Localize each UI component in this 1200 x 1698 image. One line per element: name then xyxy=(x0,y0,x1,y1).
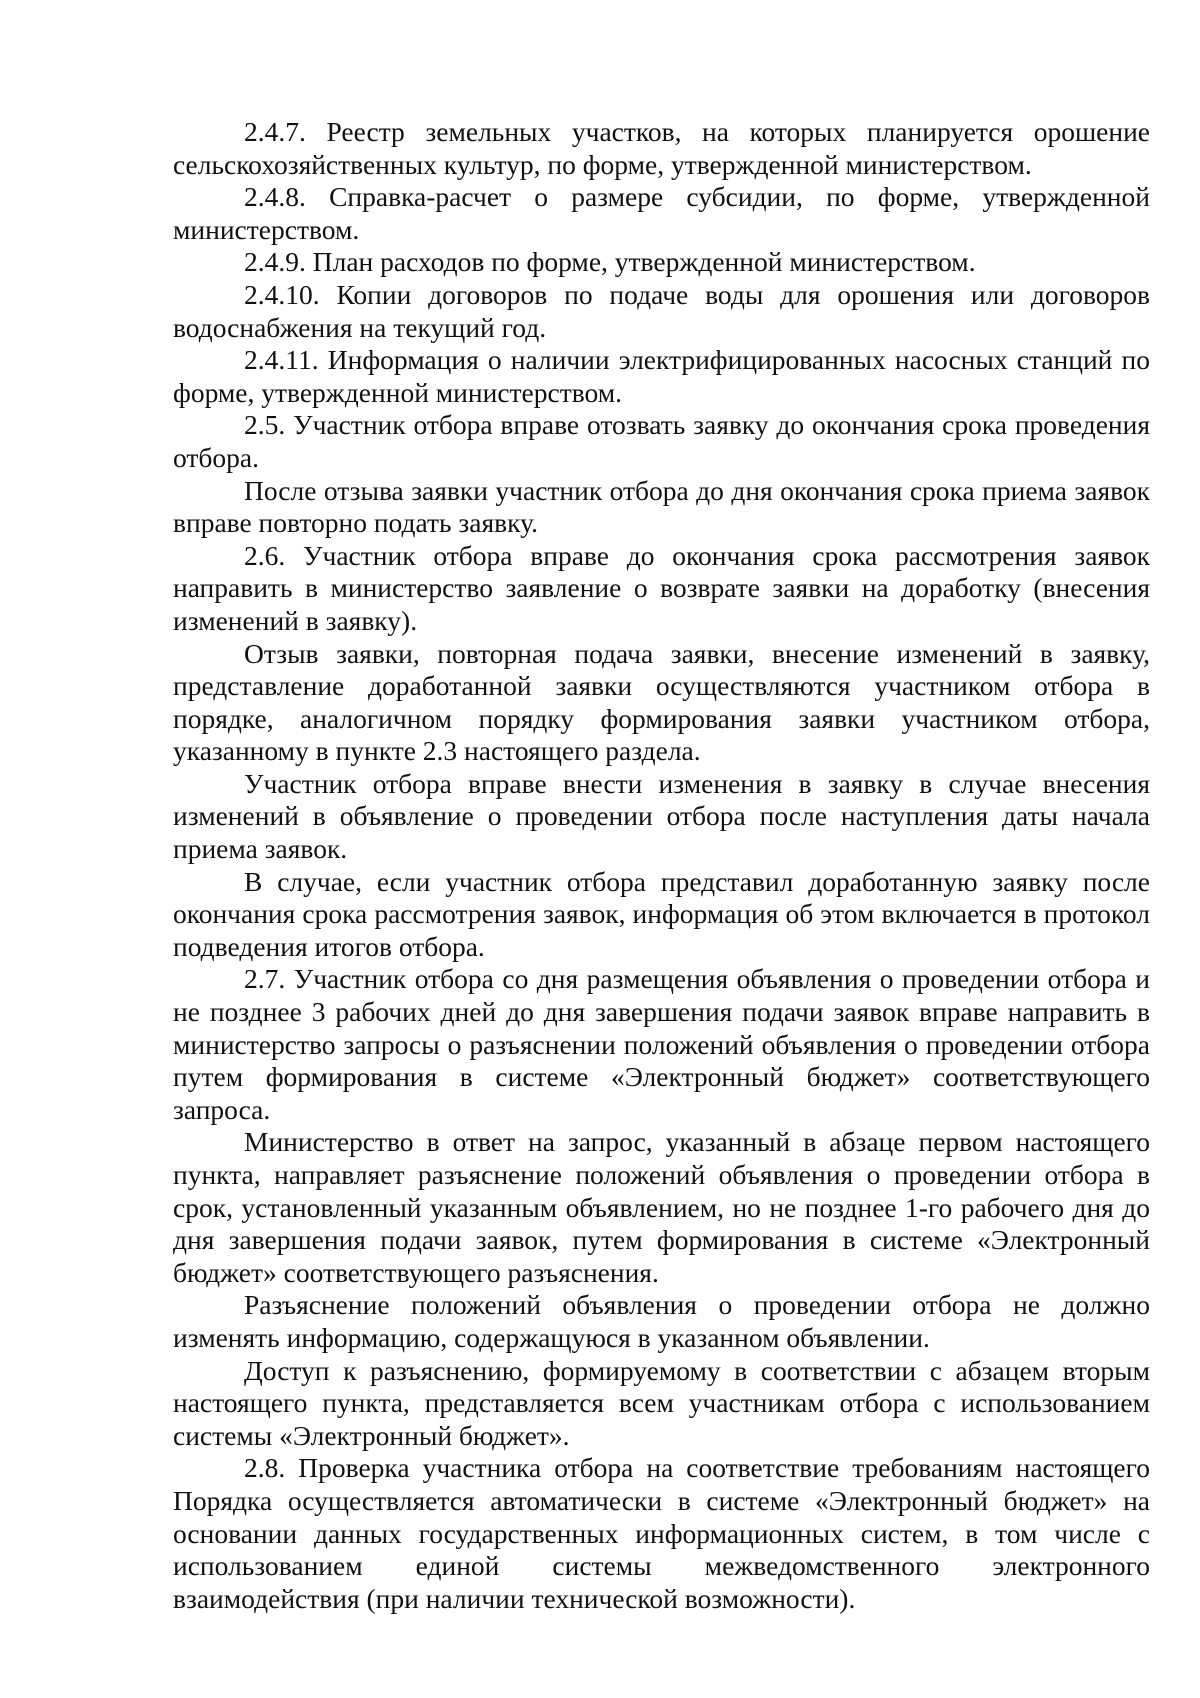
paragraph-2-4-11: 2.4.11. Информация о наличии электрифицированных насосных станций по форме, утвержденной министерством. xyxy=(173,344,1150,408)
paragraph-2-8: 2.8. Проверка участника отбора на соответствие требованиям настоящего Порядка осуществляется автоматически в системе «Электронный бюджет» на основании данных государственных информационных систем, в том числе с использованием единой системы межведомственного электронного взаимодействия (при наличии технической возможности). xyxy=(173,1452,1150,1614)
paragraph-2-4-9: 2.4.9. План расходов по форме, утвержденной министерством. xyxy=(244,246,976,278)
paragraph-2-5-withdrawal: После отзыва заявки участник отбора до дня окончания срока приема заявок вправе повторно подать заявку. xyxy=(173,474,1150,539)
paragraph-2-4-8: 2.4.8. Справка-расчет о размере субсидии, по форме, утвержденной министерством. xyxy=(173,181,1150,245)
paragraph-2-4-10: 2.4.10. Копии договоров по подаче воды для орошения или договоров водоснабжения на текущий год. xyxy=(173,278,1150,343)
paragraph-2-4-7: 2.4.7. Реестр земельных участков, на которых планируется орошение сельскохозяйственных культур, по форме, утвержденной министерством. xyxy=(173,116,1150,180)
paragraph-2-7-clarification: Разъяснение положений объявления о проведении отбора не должно изменять информацию, содержащуюся в указанном объявлении. xyxy=(173,1289,1150,1353)
paragraph-2-7: 2.7. Участник отбора со дня размещения объявления о проведении отбора и не позднее 3 рабочих дней до дня завершения подачи заявок вправе направить в министерство запросы о разъяснении положений объявления о проведении отбора путем формирования в системе «Электронный бюджет» соответствующего запроса. xyxy=(173,963,1150,1125)
paragraph-2-6-procedure: Отзыв заявки, повторная подача заявки, внесение изменений в заявку, представление доработанной заявки осуществляются участником отбора в порядке, аналогичном порядку формирования заявки участником отбора, указанному в пункте 2.3 настоящего раздела. xyxy=(173,637,1150,767)
paragraph-2-5: 2.5. Участник отбора вправе отозвать заявку до окончания срока проведения отбора. xyxy=(173,409,1150,473)
paragraph-2-7-access: Доступ к разъяснению, формируемому в соответствии с абзацем вторым настоящего пункта, представляется всем участникам отбора с использованием системы «Электронный бюджет». xyxy=(173,1354,1150,1451)
document-page xyxy=(173,116,1150,1615)
paragraph-2-6: 2.6. Участник отбора вправе до окончания срока рассмотрения заявок направить в министерство заявление о возврате заявки на доработку (внесения изменений в заявку). xyxy=(173,539,1150,636)
paragraph-2-7-response: Министерство в ответ на запрос, указанный в абзаце первом настоящего пункта, направляет разъяснение положений объявления о проведении отбора в срок, установленный указанным объявлением, но не позднее 1-го рабочего дня до дня завершения подачи заявок, путем формирования в системе «Электронный бюджет» соответствующего разъяснения. xyxy=(173,1126,1150,1288)
paragraph-2-6-late-revision: В случае, если участник отбора представил доработанную заявку после окончания срока рассмотрения заявок, информация об этом включается в протокол подведения итогов отбора. xyxy=(173,865,1150,962)
paragraph-2-6-changes: Участник отбора вправе внести изменения в заявку в случае внесения изменений в объявление о проведении отбора после наступления даты начала приема заявок. xyxy=(173,767,1150,865)
